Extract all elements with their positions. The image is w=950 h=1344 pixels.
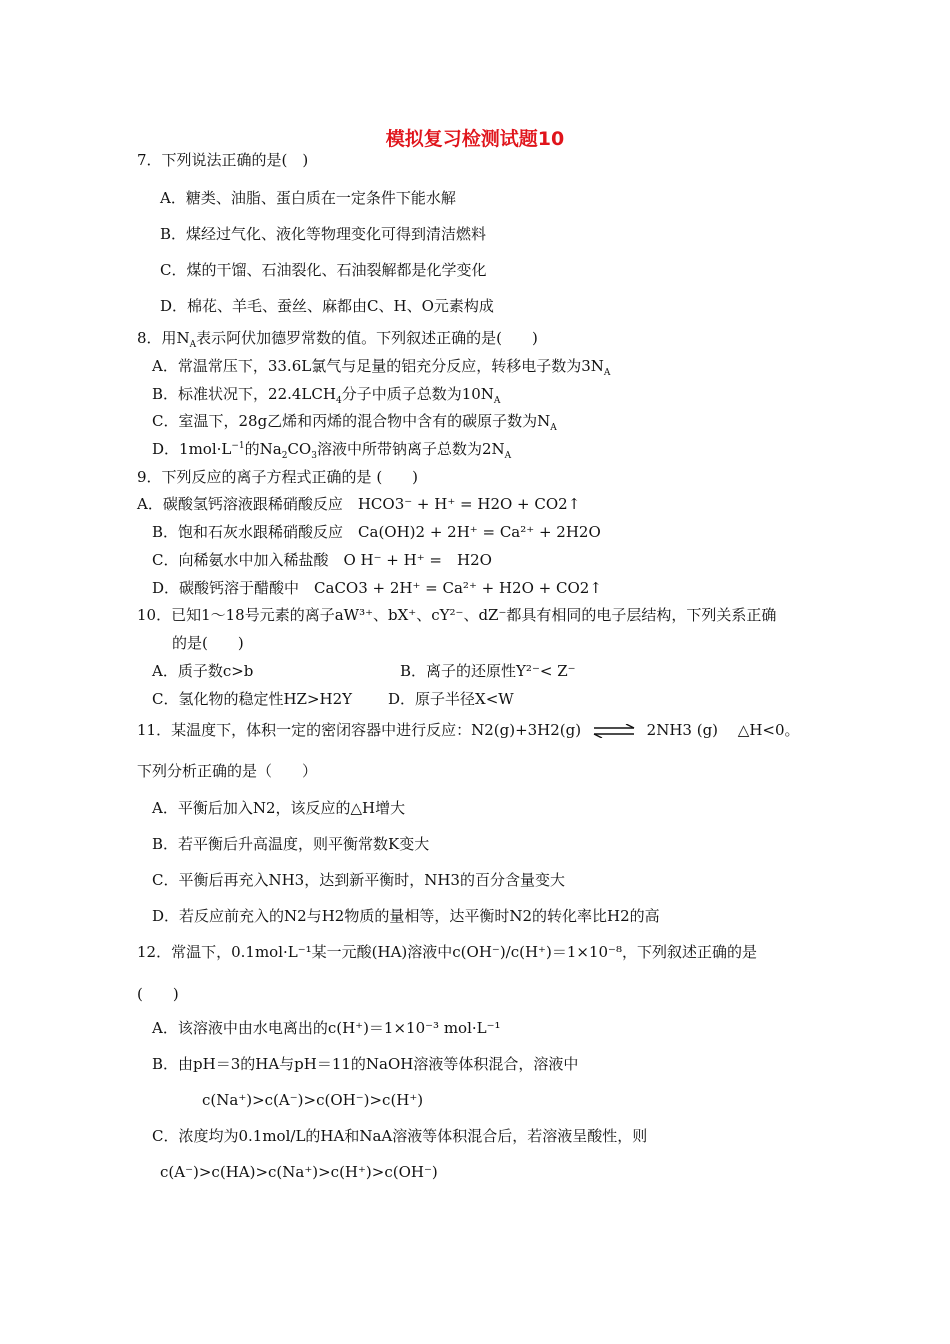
question-7-option-a: A．糖类、油脂、蛋白质在一定条件下能水解 (160, 189, 456, 207)
question-8-option-c: C．室温下，28g乙烯和丙烯的混合物中含有的碳原子数为$N_A$ (152, 412, 557, 433)
question-12-option-c-continuation: c(A⁻)>c(HA)>c(Na⁺)>c(H⁺)>c(OH⁻) (160, 1163, 438, 1181)
question-9-stem: 9．下列反应的离子方程式正确的是 ( ) (137, 468, 419, 486)
question-12-option-c: C．浓度均为0.1mol/L的HA和NaA溶液等体积混合后，若溶液呈酸性，则 (152, 1127, 648, 1145)
question-12-option-b: B．由pH＝3的HA与pH＝11的NaOH溶液等体积混合，溶液中 (152, 1055, 579, 1073)
question-12-option-a: A．该溶液中由水电离出的c(H⁺)＝1×10⁻³ mol·L⁻¹ (152, 1019, 501, 1037)
question-10-option-b: B．离子的还原性Y²⁻< Z⁻ (400, 662, 576, 680)
question-11-option-d: D．若反应前充入的N2与H2物质的量相等，达平衡时N2的转化率比H2的高 (152, 907, 660, 925)
question-7-option-b: B．煤经过气化、液化等物理变化可得到清洁燃料 (160, 225, 487, 243)
question-9-option-b: B．饱和石灰水跟稀硝酸反应 Ca(OH)2 + 2H⁺ = Ca²⁺ + 2H2O (152, 523, 601, 541)
question-9-option-d: D．碳酸钙溶于醋酸中 CaCO3 + 2H⁺ = Ca²⁺ + H2O + CO2↑ (152, 579, 602, 597)
question-7-stem: 7．下列说法正确的是( ) (137, 151, 309, 169)
question-8-stem: 8．用$N_A$表示阿伏加德罗常数的值。下列叙述正确的是( ) (137, 329, 538, 350)
question-11-option-c: C．平衡后再充入NH3，达到新平衡时，NH3的百分含量变大 (152, 871, 565, 889)
question-10-option-d: D．原子半径X<W (388, 690, 514, 708)
question-10-option-a: A．质子数c>b (152, 662, 254, 680)
question-11-option-a: A．平衡后加入N2，该反应的△H增大 (152, 799, 406, 817)
question-9-option-c: C．向稀氨水中加入稀盐酸 O H⁻ + H⁺ = H2O (152, 551, 492, 569)
question-8-option-a: A．常温常压下，33.6L氯气与足量的铝充分反应，转移电子数为$3N_A$ (152, 357, 611, 378)
question-10-stem-line2: 的是( ) (172, 634, 244, 652)
question-8-option-b: B．标准状况下，$22.4LCH_4$分子中质子总数为$10N_A$ (152, 385, 501, 406)
question-8-option-d: D．$1mol\cdot L^{-1}$的$Na_2CO_3$溶液中所带钠离子总数为$2N_A$ (152, 440, 512, 461)
question-7-option-c: C．煤的干馏、石油裂化、石油裂解都是化学变化 (160, 261, 487, 279)
question-7-option-d: D．棉花、羊毛、蚕丝、麻都由C、H、O元素构成 (160, 297, 494, 315)
question-10-stem-line1: 10．已知1～18号元素的离子aW³⁺、bX⁺、cY²⁻、dZ⁻都具有相同的电子层结构，下列关系正确 (137, 606, 777, 624)
question-11-stem-line1: 11．某温度下，体积一定的密闭容器中进行反应：N2(g)+3H2(g) 2NH3 (g) △H<0。 (137, 721, 800, 739)
question-12-stem-line2: ( ) (137, 985, 179, 1003)
question-12-option-b-continuation: c(Na⁺)>c(A⁻)>c(OH⁻)>c(H⁺) (202, 1091, 424, 1109)
question-12-stem-line1: 12．常温下，0.1mol·L⁻¹某一元酸(HA)溶液中c(OH⁻)/c(H⁺)＝1×10⁻⁸，下列叙述正确的是 (137, 943, 757, 961)
question-9-option-a: A．碳酸氢钙溶液跟稀硝酸反应 HCO3⁻ + H⁺ = H2O + CO2↑ (137, 495, 581, 513)
question-11-stem-line2: 下列分析正确的是（ ） (137, 762, 318, 780)
question-10-option-c: C．氢化物的稳定性HZ>H2Y (152, 690, 353, 708)
page-title: 模拟复习检测试题10 (385, 128, 565, 150)
question-11-option-b: B．若平衡后升高温度，则平衡常数K变大 (152, 835, 430, 853)
equilibrium-arrow-icon (592, 724, 636, 738)
